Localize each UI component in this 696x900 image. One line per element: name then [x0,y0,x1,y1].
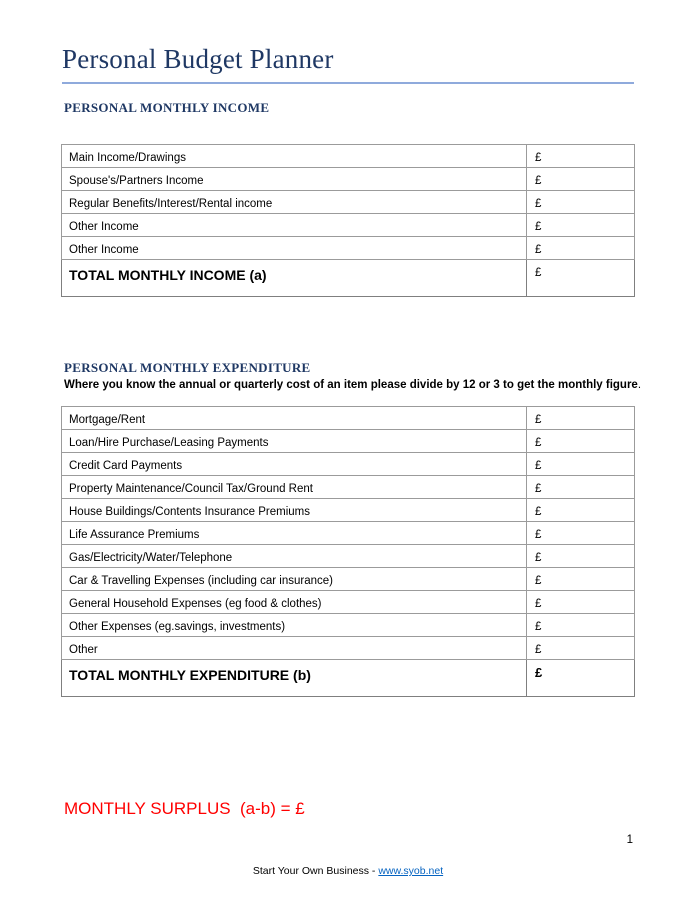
row-amount[interactable]: £ [527,407,635,430]
table-row[interactable] [62,522,635,545]
row-amount[interactable]: £ [527,522,635,545]
income-total-row[interactable] [62,260,635,297]
row-amount[interactable]: £ [527,545,635,568]
table-row[interactable] [62,145,635,168]
row-label: Other Expenses (eg.savings, investments) [62,614,527,637]
table-row[interactable] [62,568,635,591]
row-amount[interactable]: £ [527,430,635,453]
footer [0,864,696,878]
expenditure-total-label: TOTAL MONTHLY EXPENDITURE (b) [62,660,527,697]
row-label: Life Assurance Premiums [62,522,527,545]
row-label: House Buildings/Contents Insurance Premiums [62,499,527,522]
row-amount[interactable]: £ [527,568,635,591]
section-heading-expenditure: PERSONAL MONTHLY EXPENDITURE [64,360,311,375]
row-amount[interactable]: £ [527,237,635,260]
footer-text: Start Your Own Business - [252,865,379,877]
table-row[interactable] [62,614,635,637]
table-row[interactable] [62,591,635,614]
row-label: Other [62,637,527,660]
table-row[interactable] [62,237,635,260]
expenditure-table [61,406,635,697]
table-row[interactable] [62,430,635,453]
row-amount[interactable]: £ [527,614,635,637]
section-heading-income: PERSONAL MONTHLY INCOME [64,100,270,115]
table-row[interactable] [62,545,635,568]
table-row[interactable] [62,476,635,499]
income-total-amount[interactable]: £ [527,260,635,297]
expenditure-note [64,378,641,393]
table-row[interactable] [62,214,635,237]
income-total-label: TOTAL MONTHLY INCOME (a) [62,260,527,297]
row-amount[interactable]: £ [527,191,635,214]
row-label: Property Maintenance/Council Tax/Ground Rent [62,476,527,499]
income-table-body [62,145,635,297]
expenditure-note-tail: . [637,379,642,391]
row-label: Other Income [62,214,527,237]
row-amount[interactable]: £ [527,453,635,476]
row-label: Other Income [62,237,527,260]
row-amount[interactable]: £ [527,591,635,614]
table-row[interactable] [62,637,635,660]
expenditure-table-body [62,407,635,697]
expenditure-note-text: Where you know the annual or quarterly cost of an item please divide by 12 or 3 to get the monthly figure [64,379,638,391]
row-amount[interactable]: £ [527,476,635,499]
row-amount[interactable]: £ [527,145,635,168]
page-title: Personal Budget Planner [62,44,334,74]
table-row[interactable] [62,407,635,430]
row-label: Loan/Hire Purchase/Leasing Payments [62,430,527,453]
row-amount[interactable]: £ [527,214,635,237]
row-amount[interactable]: £ [527,168,635,191]
expenditure-total-row[interactable] [62,660,635,697]
expenditure-total-amount[interactable]: £ [527,660,635,697]
row-label: Credit Card Payments [62,453,527,476]
row-label: Car & Travelling Expenses (including car insurance) [62,568,527,591]
monthly-surplus-line: MONTHLY SURPLUS (a-b) = £ [64,799,305,818]
table-row[interactable] [62,499,635,522]
row-amount[interactable]: £ [527,637,635,660]
footer-link[interactable]: www.syob.net [378,865,444,877]
table-row[interactable] [62,191,635,214]
table-row[interactable] [62,168,635,191]
title-divider [62,82,634,84]
row-label: General Household Expenses (eg food & clothes) [62,591,527,614]
row-label: Regular Benefits/Interest/Rental income [62,191,527,214]
row-label: Main Income/Drawings [62,145,527,168]
row-label: Spouse's/Partners Income [62,168,527,191]
table-row[interactable] [62,453,635,476]
row-label: Mortgage/Rent [62,407,527,430]
row-amount[interactable]: £ [527,499,635,522]
income-table [61,144,635,297]
page-number: 1 [626,834,633,846]
row-label: Gas/Electricity/Water/Telephone [62,545,527,568]
